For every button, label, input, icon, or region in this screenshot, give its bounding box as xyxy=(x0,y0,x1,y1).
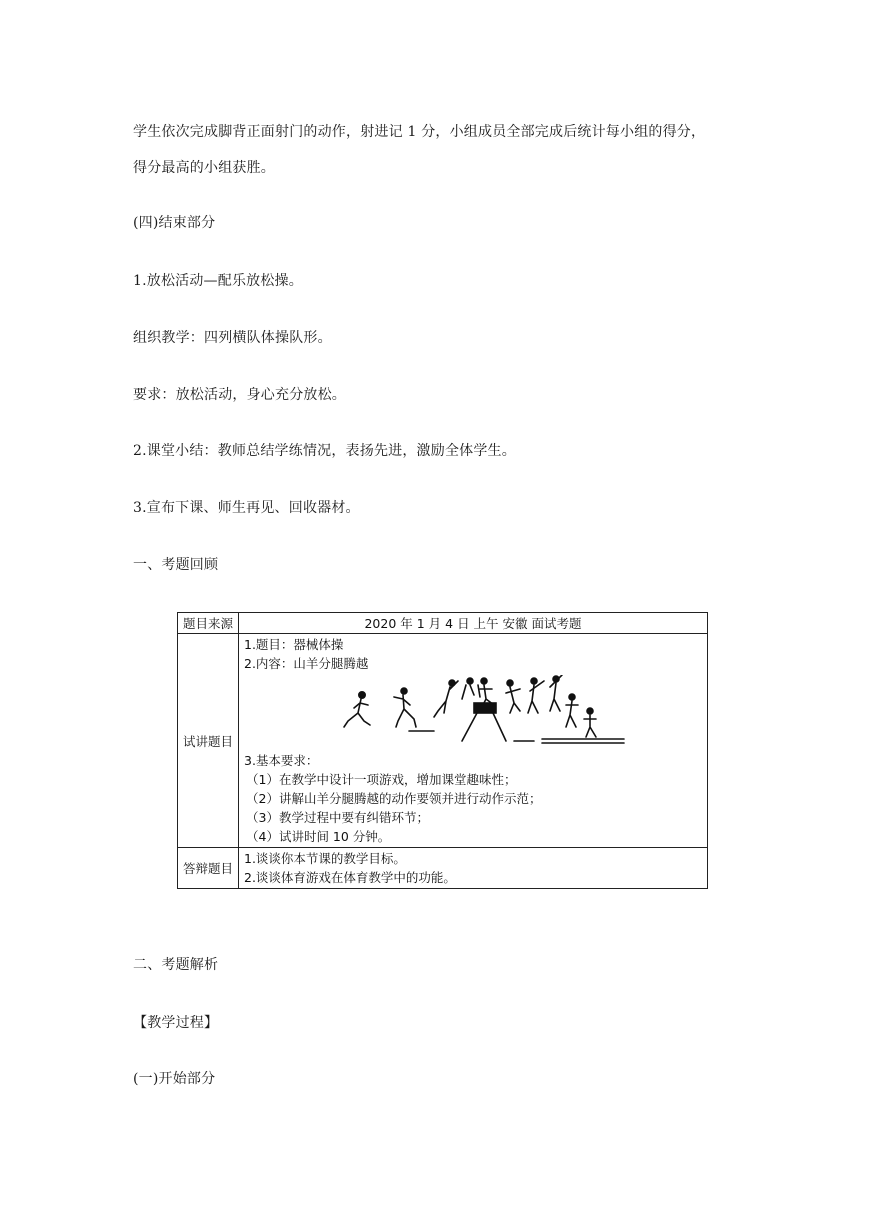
label-defense: 答辩题目 xyxy=(178,848,239,889)
requirement-4: （4）试讲时间 10 分钟。 xyxy=(246,829,391,844)
defense-2: 2.谈谈体育游戏在体育教学中的功能。 xyxy=(244,870,456,885)
para-organize: 组织教学：四列横队体操队形。 xyxy=(133,330,332,346)
heading-analysis: 二、考题解析 xyxy=(133,957,219,973)
para-require: 要求：放松活动，身心充分放松。 xyxy=(133,387,346,403)
value-source: 2020 年 1 月 4 日 上午 安徽 面试考题 xyxy=(239,613,708,634)
exam-table xyxy=(177,612,708,889)
row-defense xyxy=(178,848,708,889)
requirement-2: （2）讲解山羊分腿腾越的动作要领并进行动作示范； xyxy=(246,791,542,806)
label-source: 题目来源 xyxy=(178,613,239,634)
heading-start-part: (一)开始部分 xyxy=(133,1071,216,1087)
section-heading-end: (四)结束部分 xyxy=(133,215,216,231)
label-lecture: 试讲题目 xyxy=(178,634,239,848)
row-source xyxy=(178,613,708,634)
requirement-3: （3）教学过程中要有纠错环节； xyxy=(246,810,429,825)
para-1: 学生依次完成脚背正面射门的动作，射进记 1 分，小组成员全部完成后统计每小组的得分， xyxy=(133,124,706,140)
para-2: 得分最高的小组获胜。 xyxy=(133,160,275,176)
lecture-topic: 1.题目：器械体操 xyxy=(244,637,344,652)
lecture-content: 2.内容：山羊分腿腾越 xyxy=(244,656,369,671)
para-summary: 2.课堂小结：教师总结学练情况，表扬先进，激励全体学生。 xyxy=(133,443,516,459)
para-dismiss: 3.宣布下课、师生再见、回收器材。 xyxy=(133,500,360,516)
cell-lecture xyxy=(239,634,708,848)
heading-review: 一、考题回顾 xyxy=(133,557,219,573)
vault-illustration xyxy=(334,675,634,749)
cell-defense xyxy=(239,848,708,889)
row-lecture xyxy=(178,634,708,848)
heading-teaching-process: 【教学过程】 xyxy=(133,1015,219,1031)
para-relax: 1.放松活动—配乐放松操。 xyxy=(133,273,303,289)
requirement-1: （1）在教学中设计一项游戏，增加课堂趣味性； xyxy=(246,772,517,787)
requirements-title: 3.基本要求： xyxy=(244,753,319,768)
defense-1: 1.谈谈你本节课的教学目标。 xyxy=(244,851,406,866)
